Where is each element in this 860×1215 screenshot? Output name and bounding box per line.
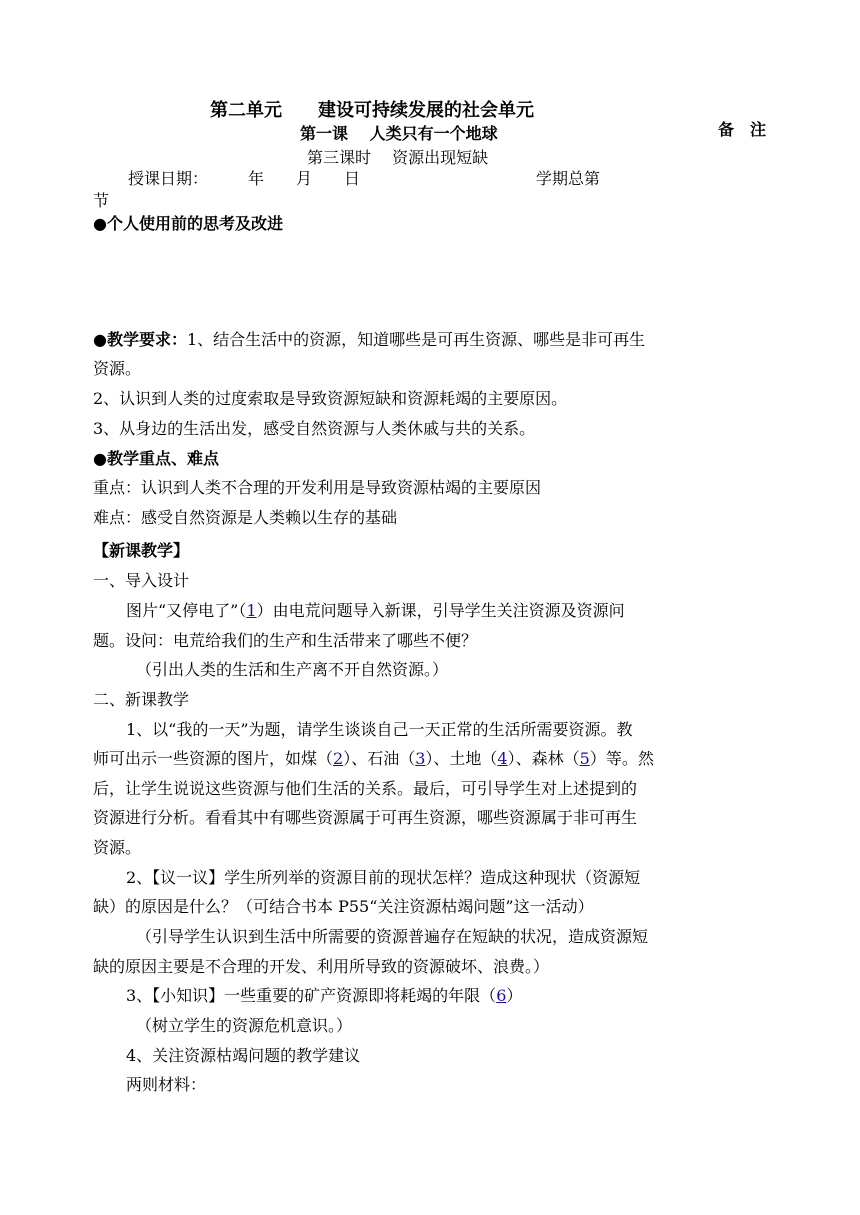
requirements-line-1: [93, 330, 645, 350]
teach-item-1-line-1: 1、以“我的一天”为题，请学生谈谈自己一天正常的生活所需要资源。教: [126, 720, 633, 739]
intro-paragraph-line-2: 题。设问：电荒给我们的生产和生活带来了哪些不便？: [93, 631, 478, 650]
unit-title: 第二单元 建设可持续发展的社会单元: [210, 100, 534, 121]
period-title: 第三课时 资源出现短缺: [307, 148, 489, 167]
remarks-label: 备 注: [718, 120, 767, 139]
image-link-3[interactable]: 3: [415, 749, 426, 768]
teach-text: 师可出示一些资源的图片，如煤（: [93, 749, 334, 768]
teach-item-3: [126, 986, 522, 1006]
date-line: 授课日期： 年 月 日 学期总第: [128, 169, 601, 188]
keypoints-heading: ●教学重点、难点: [93, 449, 219, 468]
teach-item-1-line-4: 资源进行分析。看看其中有哪些资源属于可再生资源，哪些资源属于非可再生: [93, 808, 638, 827]
teach-heading: 二、新课教学: [93, 690, 190, 709]
teach-item-3-note: （树立学生的资源危机意识。）: [136, 1016, 353, 1035]
image-link-2[interactable]: 2: [333, 749, 344, 768]
intro-heading: 一、导入设计: [93, 571, 190, 590]
teach-text: ）、森林（: [507, 749, 580, 768]
date-line-continued: 节: [93, 191, 110, 210]
image-link-1[interactable]: 1: [246, 601, 257, 620]
image-link-5[interactable]: 5: [579, 749, 590, 768]
requirements-item-2: 2、认识到人类的过度索取是导致资源短缺和资源耗竭的主要原因。: [93, 389, 568, 408]
intro-paragraph-line-1: [126, 601, 625, 621]
image-link-4[interactable]: 4: [497, 749, 508, 768]
requirements-label: ●教学要求：: [93, 330, 187, 349]
teach-item-1-line-5: 资源。: [93, 838, 142, 857]
requirements-item-3: 3、从身边的生活出发，感受自然资源与人类休戚与共的关系。: [93, 419, 536, 438]
intro-text: 图片“又停电了”（: [126, 601, 247, 620]
image-link-6[interactable]: 6: [496, 986, 507, 1005]
intro-note: （引出人类的生活和生产离不开自然资源。）: [136, 660, 449, 679]
teach-item-4: 4、关注资源枯竭问题的教学建议: [126, 1046, 361, 1065]
teach-text: 3、【小知识】一些重要的矿产资源即将耗竭的年限（: [126, 986, 497, 1005]
teach-item-2-line-4: 缺的原因主要是不合理的开发、利用所导致的资源破坏、浪费。）: [93, 957, 550, 976]
teach-item-2-line-1: 2、【议一议】学生所列举的资源目前的现状怎样？造成这种现状（资源短: [126, 868, 641, 887]
new-lesson-heading: 【新课教学】: [93, 541, 190, 560]
requirements-line-2: 资源。: [93, 359, 142, 378]
teach-text: ）等。然: [589, 749, 654, 768]
reflection-heading: ●个人使用前的思考及改进: [93, 214, 283, 233]
difficulty-line: 难点：感受自然资源是人类赖以生存的基础: [93, 508, 398, 527]
teach-text: ）: [506, 986, 523, 1005]
teach-item-2-line-3: （引导学生认识到生活中所需要的资源普遍存在短缺的状况，造成资源短: [136, 927, 649, 946]
teach-item-1-line-2: [93, 749, 654, 769]
teach-item-2-line-2: 缺）的原因是什么？（可结合书本 P55“关注资源枯竭问题”这一活动）: [93, 897, 594, 916]
teach-text: ）、石油（: [343, 749, 416, 768]
keypoint-line: 重点：认识到人类不合理的开发利用是导致资源枯竭的主要原因: [93, 478, 542, 497]
teach-text: ）、土地（: [425, 749, 498, 768]
requirements-item-1: 1、结合生活中的资源，知道哪些是可再生资源、哪些是非可再生: [186, 330, 646, 349]
intro-text: ）由电荒问题导入新课，引导学生关注资源及资源问: [256, 601, 625, 620]
teach-item-1-line-3: 后，让学生说说这些资源与他们生活的关系。最后，可引导学生对上述提到的: [93, 779, 638, 798]
lesson-title: 第一课 人类只有一个地球: [300, 124, 498, 143]
teach-item-4-materials: 两则材料：: [126, 1075, 207, 1094]
